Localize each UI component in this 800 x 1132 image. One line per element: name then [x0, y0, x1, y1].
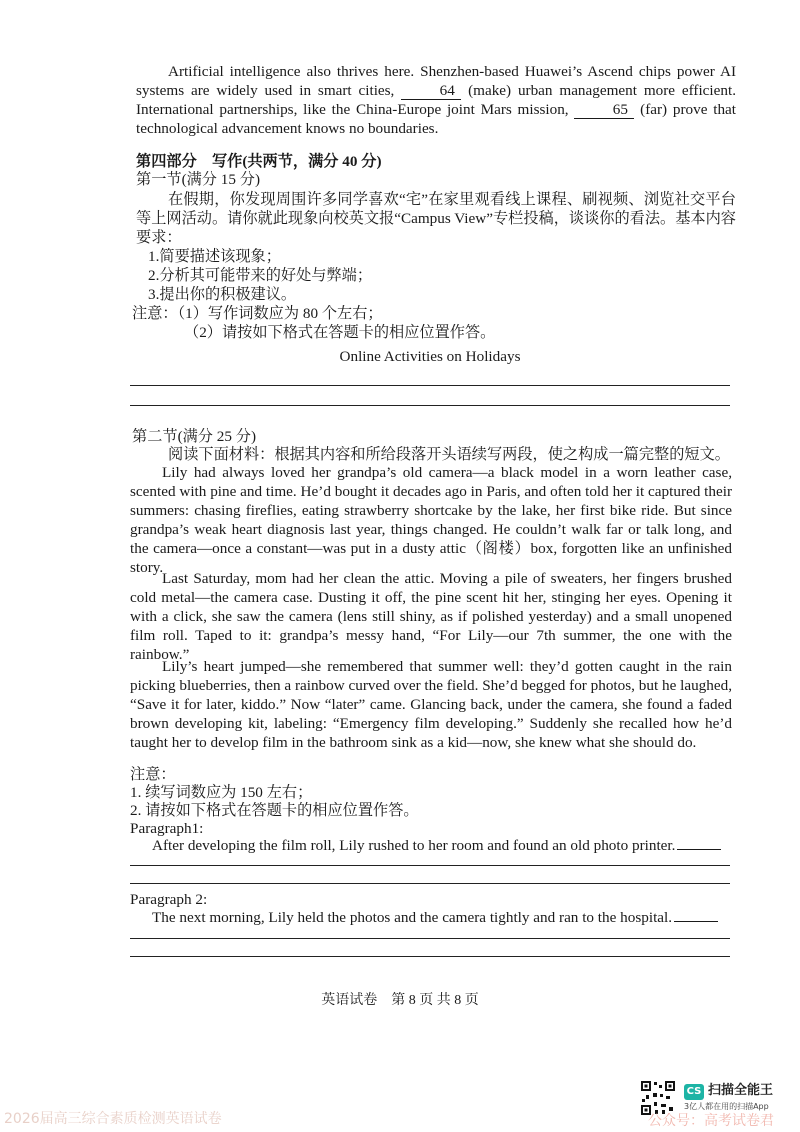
section1-title: 第一节(满分 15 分) [136, 171, 261, 188]
answer-line [130, 385, 730, 386]
camscanner-logo-icon: CS [684, 1084, 704, 1100]
app-name: 扫描全能王 [708, 1083, 774, 1098]
section1-prompt: 在假期，你发现周围许多同学喜欢“宅”在家里观看线上课程、刷视频、浏览社交平台等上网活动。请你就此现象向校英文报“Campus View”专栏投稿，谈谈你的看法。基本内容要求： [136, 191, 736, 246]
note-2: （2）请按如下格式在答题卡的相应位置作答。 [184, 324, 496, 341]
watermark-left: 2026届高三综合素质检测英语试卷 [4, 1111, 222, 1127]
qr-code-icon [640, 1080, 676, 1116]
answer-line [130, 938, 730, 939]
ai-text-b: (make) urban management more efficient. International partnerships, like the China-Europe joint Mars mission, [136, 82, 736, 118]
requirement-3: 3.提出你的积极建议。 [148, 286, 297, 303]
note-1: 注意：（1）写作词数应为 80 个左右； [132, 305, 383, 322]
paragraph1-start-text: After developing the film roll, Lily rushed to her room and found an old photo printer. [152, 837, 676, 854]
ai-text-a: Artificial intelligence also thrives here. Shenzhen-based Huawei’s Ascend chips power AI systems are widely used in smart cities, [136, 63, 736, 99]
blank-64: 64 [401, 83, 461, 100]
watermark-right: 公众号：高考试卷君 [648, 1113, 774, 1129]
answer-line [130, 883, 730, 884]
paragraph2-start [152, 908, 752, 927]
answer-line [130, 405, 730, 406]
ai-text-c: (far) prove that technological advancement knows no boundaries. [136, 101, 736, 137]
story-paragraph-3: Lily’s heart jumped—she remembered that summer well: they’d gotten caught in the rain picking blueberries, then a rainbow curved over the field. She’d begged for photos, but he laughed, “Save it for later, kiddo.” Now “later” came. Glancing back, under the camera, she found a faded brown developing kit, labeling: “Emergency film developing.” Suddenly she recalled how he’d taught her to develop film in the bathroom sink as a kid—now, she knew what she should do. [130, 658, 732, 751]
note-b: 2. 请按如下格式在答题卡的相应位置作答。 [130, 802, 419, 819]
ai-paragraph [136, 62, 736, 138]
answer-line [130, 956, 730, 957]
essay-title: Online Activities on Holidays [339, 348, 521, 365]
paragraph2-start-text: The next morning, Lily held the photos and the camera tightly and ran to the hospital. [152, 909, 673, 926]
section2-prompt: 阅读下面材料：根据其内容和所给段落开头语续写两段，使之构成一篇完整的短文。 [168, 446, 730, 463]
note-a: 1. 续写词数应为 150 左右； [130, 784, 313, 801]
paragraph2-label: Paragraph 2: [130, 891, 208, 908]
app-tagline: 3亿人都在用的扫描App [684, 1102, 769, 1111]
blank-65: 65 [574, 102, 634, 119]
section2-title: 第二节(满分 25 分) [132, 428, 257, 445]
note-title: 注意： [130, 766, 176, 783]
part4-heading: 第四部分 写作(共两节，满分 40 分) [136, 153, 382, 170]
story-paragraph-2: Last Saturday, mom had her clean the attic. Moving a pile of sweaters, her fingers brushed cold metal—the camera case. Dusting it off, the pine scent hit her, stinging her eyes. Opening it with a click, she saw the camera (lens still shiny, as if polished yesterday) and a small unopened film roll. Taped to it: grandpa’s messy hand, “For Lily—our 7th summer, the one with the rainbow.” [130, 570, 732, 663]
answer-blank [674, 920, 718, 922]
requirement-1: 1.简要描述该现象； [148, 248, 281, 265]
requirement-2: 2.分析其可能带来的好处与弊端； [148, 267, 373, 284]
answer-blank [677, 848, 721, 850]
answer-line [130, 865, 730, 866]
page-footer: 英语试卷 第 8 页 共 8 页 [321, 993, 479, 1008]
paragraph1-start [152, 836, 752, 855]
story-paragraph-1: Lily had always loved her grandpa’s old camera—a black model in a worn leather case, scented with pine and time. He’d bought it decades ago in Paris, and often told her it captured their summers: chasing fireflies, eating strawberry shortcake by the lake, her first bike ride. But since grandpa’s weak heart diagnosis last year, things changed. He couldn’t walk far or talk long, and the camera—once a constant—was put in a dusty attic（阁楼）box, forgotten like an unfinished story. [130, 464, 732, 576]
paragraph1-label: Paragraph1: [130, 820, 204, 837]
